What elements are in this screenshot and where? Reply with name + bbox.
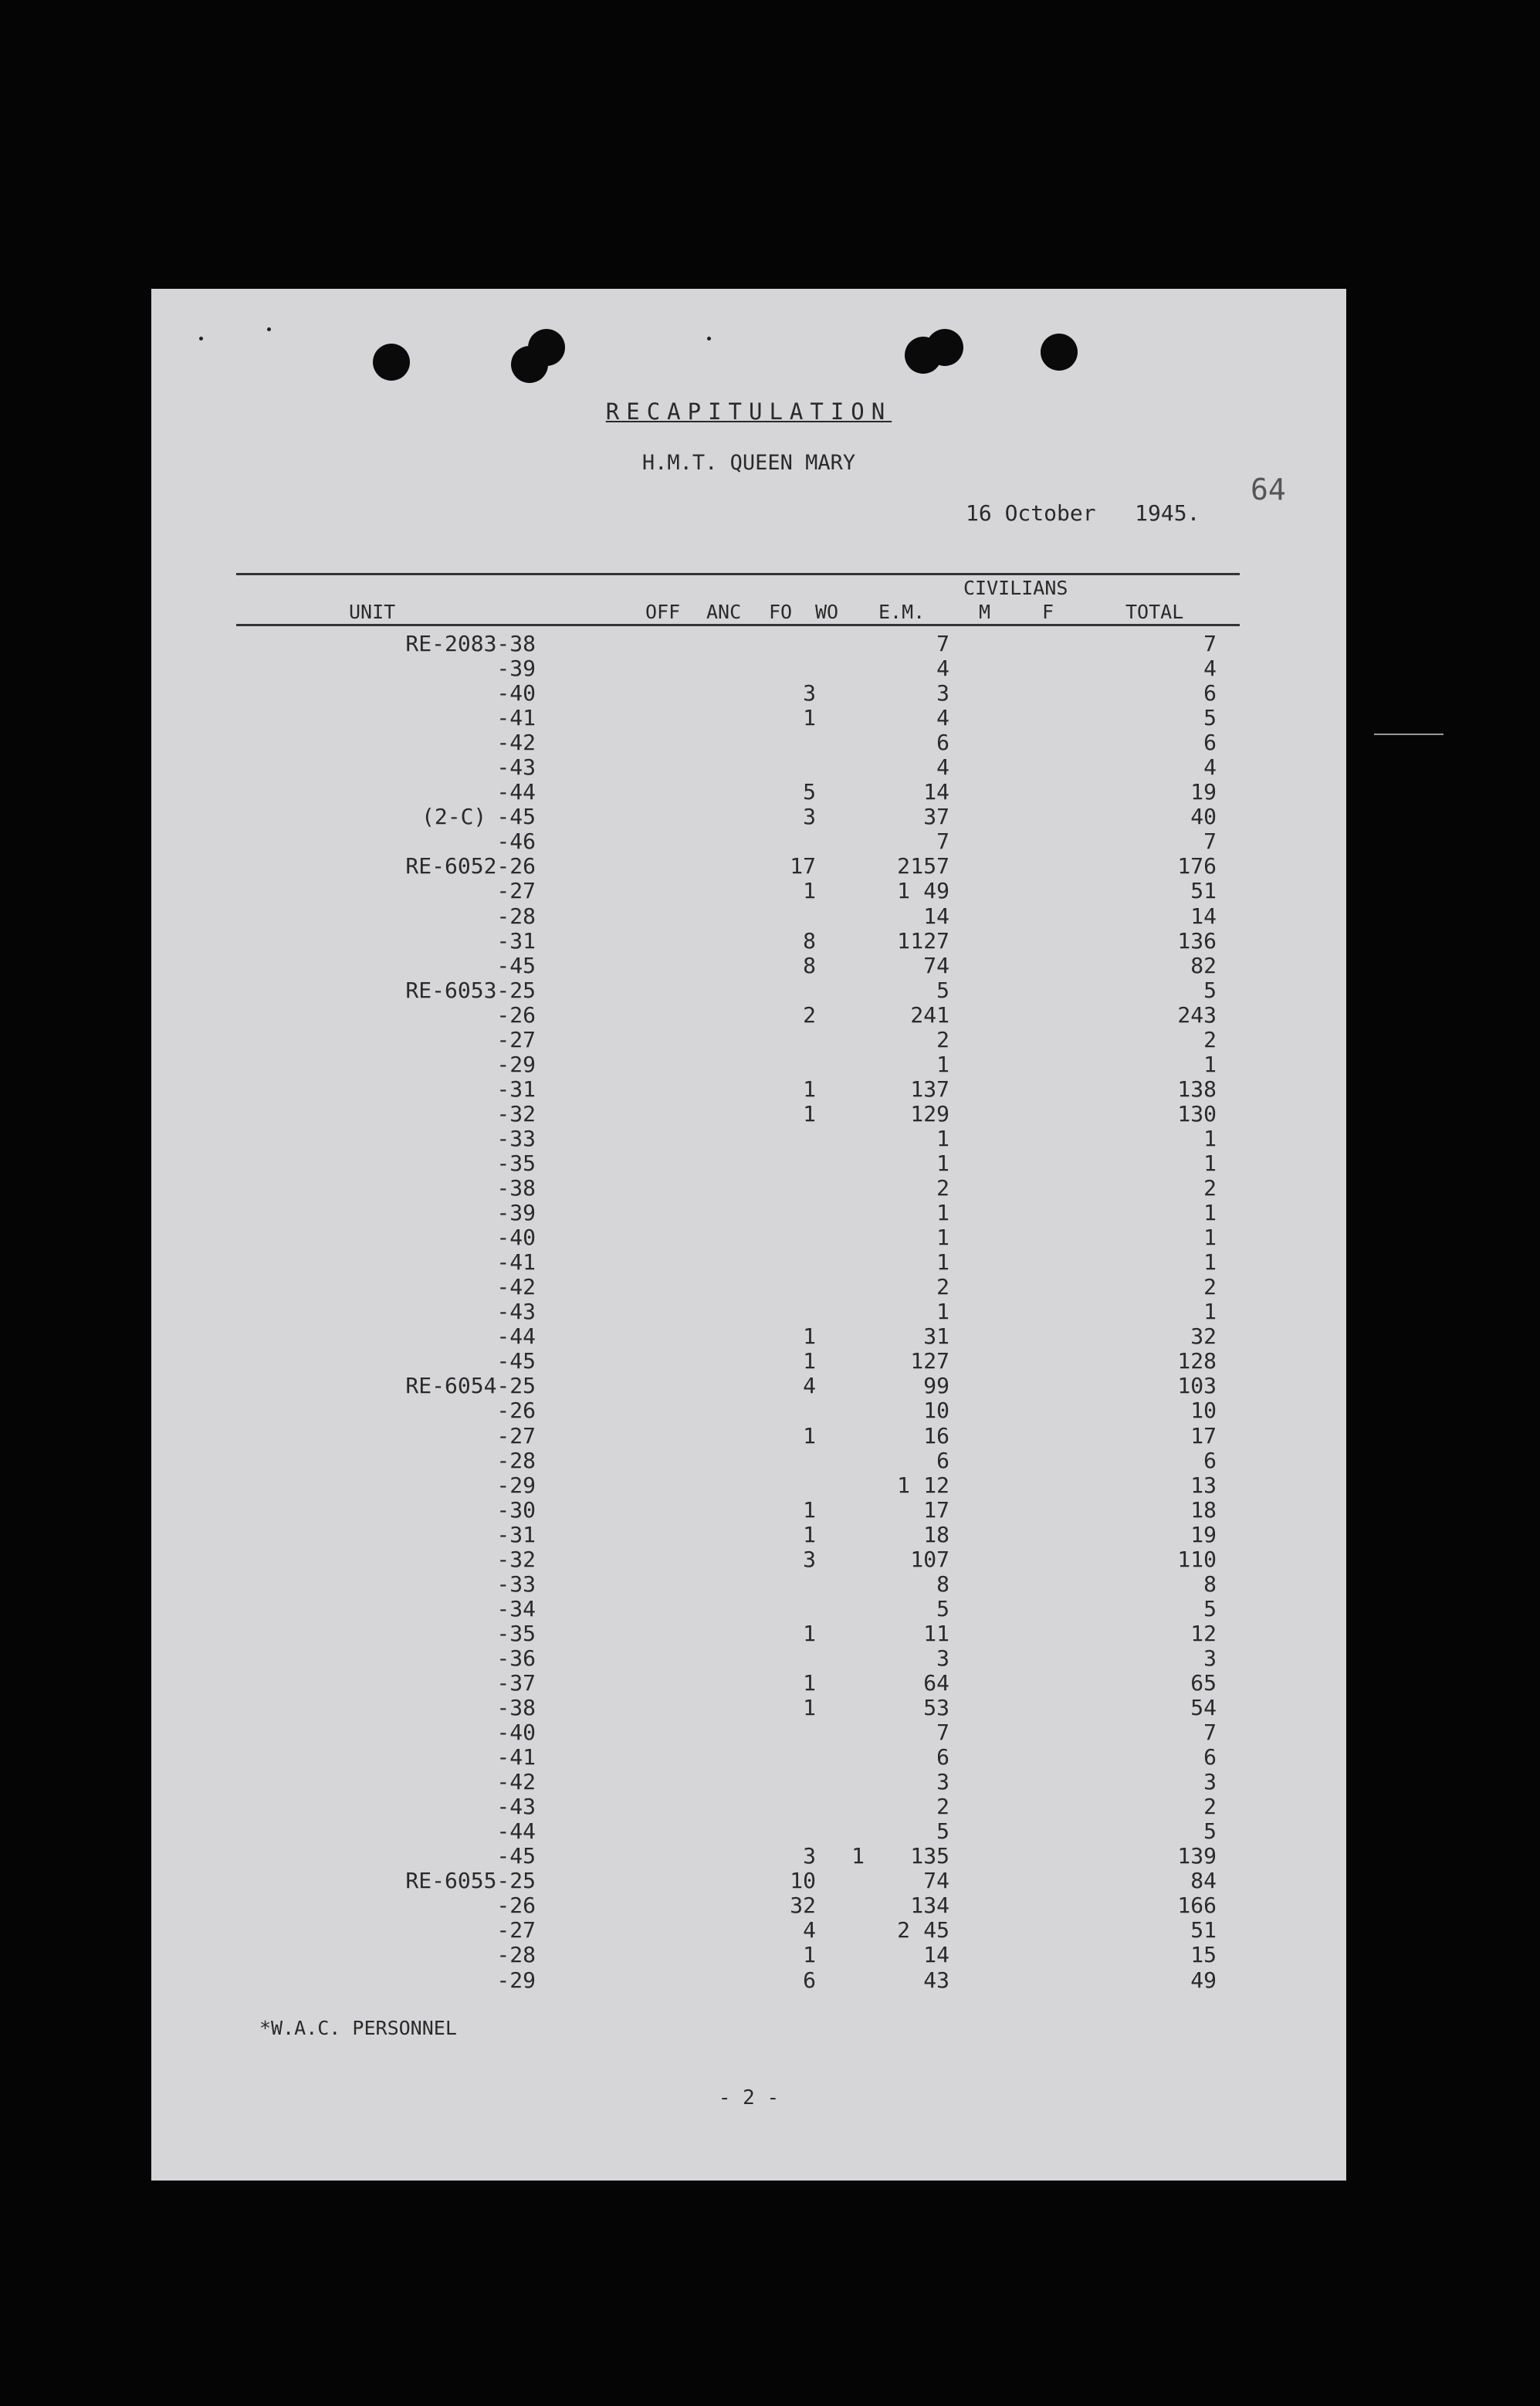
- unit-cell: -26: [496, 1893, 536, 1919]
- wo-cell: 2: [897, 1917, 910, 1943]
- table-row: [151, 1597, 1346, 1622]
- table-row: [151, 978, 1346, 1003]
- table-row: [151, 1547, 1346, 1572]
- em-cell: 6: [936, 730, 949, 756]
- unit-cell: -40: [496, 1720, 536, 1746]
- em-cell: 7: [936, 829, 949, 855]
- table-row: [151, 829, 1346, 854]
- unit-cell: -32: [496, 1100, 536, 1127]
- off-cell: 8: [803, 927, 816, 954]
- unit-cell: -45: [496, 1348, 536, 1374]
- table-row: [151, 755, 1346, 780]
- unit-cell: -26: [496, 1001, 536, 1028]
- margin-mark: [1374, 734, 1444, 735]
- em-cell: 10: [923, 1398, 949, 1424]
- unit-cell: RE-6052-26: [405, 853, 536, 879]
- em-cell: 14: [923, 1942, 949, 1968]
- off-cell: 1: [803, 1620, 816, 1646]
- table-row: [151, 1819, 1346, 1844]
- unit-cell: RE-6053-25: [405, 977, 536, 1003]
- em-cell: 11: [923, 1620, 949, 1646]
- header-em: E.M.: [878, 601, 926, 623]
- em-cell: 2: [936, 1026, 949, 1052]
- off-cell: 3: [803, 1546, 816, 1572]
- em-cell: 1: [936, 1249, 949, 1276]
- header-anc: ANC: [706, 601, 742, 623]
- total-cell: 65: [1190, 1669, 1217, 1696]
- unit-cell: RE-6055-25: [405, 1868, 536, 1894]
- unit-cell: -31: [496, 927, 536, 954]
- unit-cell: -42: [496, 1274, 536, 1300]
- total-cell: 13: [1190, 1472, 1217, 1498]
- table-row: [151, 1250, 1346, 1275]
- footnote: *W.A.C. PERSONNEL: [259, 2017, 457, 2039]
- table-row: [151, 1151, 1346, 1176]
- total-cell: 2: [1203, 1274, 1217, 1300]
- total-cell: 5: [1203, 977, 1217, 1003]
- unit-cell: -38: [496, 1175, 536, 1201]
- table-row: [151, 854, 1346, 879]
- unit-cell: -28: [496, 903, 536, 929]
- document-page: [151, 289, 1346, 2181]
- em-cell: 5: [936, 1818, 949, 1845]
- total-cell: 10: [1190, 1398, 1217, 1424]
- punch-hole: [373, 344, 410, 381]
- off-cell: 5: [803, 779, 816, 805]
- table-row: [151, 954, 1346, 978]
- em-cell: 6: [936, 1447, 949, 1473]
- unit-cell: -27: [496, 1422, 536, 1449]
- total-cell: 5: [1203, 705, 1217, 731]
- unit-cell: -44: [496, 1323, 536, 1350]
- unit-cell: -42: [496, 730, 536, 756]
- total-cell: 2: [1203, 1026, 1217, 1052]
- unit-cell: -39: [496, 1200, 536, 1226]
- total-cell: 14: [1190, 903, 1217, 929]
- unit-cell: -45: [496, 1843, 536, 1869]
- em-cell: 74: [923, 1868, 949, 1894]
- total-cell: 6: [1203, 1447, 1217, 1473]
- total-cell: 243: [1177, 1001, 1217, 1028]
- table-row: [151, 1102, 1346, 1127]
- unit-cell: -41: [496, 1744, 536, 1771]
- em-cell: 99: [923, 1373, 949, 1399]
- em-cell: 74: [923, 952, 949, 978]
- em-cell: 64: [923, 1669, 949, 1696]
- em-cell: 7: [936, 1720, 949, 1746]
- table-row: [151, 1745, 1346, 1770]
- ink-speck: [199, 337, 203, 341]
- table-row: [151, 1349, 1346, 1374]
- table-row: [151, 879, 1346, 903]
- em-cell: 12: [923, 1472, 949, 1498]
- off-cell: 8: [803, 952, 816, 978]
- unit-cell: -34: [496, 1595, 536, 1622]
- unit-cell: -43: [496, 1299, 536, 1325]
- table-row: [151, 1275, 1346, 1300]
- table-row: [151, 1003, 1346, 1028]
- em-cell: 1: [936, 1051, 949, 1077]
- em-cell: 7: [936, 631, 949, 656]
- total-cell: 84: [1190, 1868, 1217, 1894]
- off-cell: 4: [803, 1373, 816, 1399]
- em-cell: 53: [923, 1695, 949, 1721]
- total-cell: 1: [1203, 1200, 1217, 1226]
- em-cell: 43: [923, 1967, 949, 1993]
- table-row: [151, 1869, 1346, 1893]
- table-row: [151, 1473, 1346, 1498]
- table-body: [151, 632, 1346, 1993]
- unit-cell: -27: [496, 1917, 536, 1943]
- total-cell: 1: [1203, 1299, 1217, 1325]
- unit-cell: -29: [496, 1051, 536, 1077]
- em-cell: 137: [910, 1076, 949, 1102]
- em-cell: 14: [923, 903, 949, 929]
- em-cell: 1: [936, 1299, 949, 1325]
- total-cell: 136: [1177, 927, 1217, 954]
- table-top-rule: [236, 573, 1240, 575]
- unit-cell: -27: [496, 878, 536, 904]
- total-cell: 128: [1177, 1348, 1217, 1374]
- table-row: [151, 1398, 1346, 1423]
- total-cell: 2: [1203, 1175, 1217, 1201]
- em-cell: 157: [910, 853, 949, 879]
- off-cell: 6: [803, 1967, 816, 1993]
- total-cell: 6: [1203, 680, 1217, 707]
- unit-cell: -38: [496, 1695, 536, 1721]
- total-cell: 3: [1203, 1645, 1217, 1671]
- header-off: OFF: [645, 601, 681, 623]
- unit-cell: -29: [496, 1967, 536, 1993]
- header-civilians: CIVILIANS: [963, 577, 1068, 599]
- unit-cell: -29: [496, 1472, 536, 1498]
- total-cell: 1: [1203, 1051, 1217, 1077]
- total-cell: 15: [1190, 1942, 1217, 1968]
- ink-speck: [267, 327, 271, 331]
- total-cell: 8: [1203, 1571, 1217, 1597]
- unit-cell: -36: [496, 1645, 536, 1671]
- header-civilians-m: M: [979, 601, 991, 623]
- table-row: [151, 1424, 1346, 1449]
- total-cell: 12: [1190, 1620, 1217, 1646]
- off-cell: 1: [803, 1942, 816, 1968]
- unit-cell: -28: [496, 1447, 536, 1473]
- unit-cell: -35: [496, 1620, 536, 1646]
- em-cell: 3: [936, 1769, 949, 1795]
- em-cell: 17: [923, 1496, 949, 1523]
- table-row: [151, 1943, 1346, 1967]
- unit-cell: -45: [496, 804, 536, 830]
- em-cell: 8: [936, 1571, 949, 1597]
- off-cell: 1: [803, 1669, 816, 1696]
- total-cell: 176: [1177, 853, 1217, 879]
- em-cell: 1: [936, 1200, 949, 1226]
- em-cell: 14: [923, 779, 949, 805]
- off-cell: 17: [790, 853, 816, 879]
- header-unit: UNIT: [349, 601, 396, 623]
- total-cell: 19: [1190, 779, 1217, 805]
- total-cell: 1: [1203, 1150, 1217, 1176]
- table-row: [151, 1794, 1346, 1819]
- table-row: [151, 706, 1346, 730]
- total-cell: 1: [1203, 1249, 1217, 1276]
- em-cell: 4: [936, 754, 949, 781]
- total-cell: 49: [1190, 1967, 1217, 1993]
- em-cell: 49: [923, 878, 949, 904]
- unit-cell: -31: [496, 1521, 536, 1547]
- table-row: [151, 1720, 1346, 1745]
- total-cell: 19: [1190, 1521, 1217, 1547]
- header-fo: FO: [769, 601, 793, 623]
- off-cell: 1: [803, 1521, 816, 1547]
- document-title: RECAPITULATION: [605, 398, 892, 425]
- unit-cell: -30: [496, 1496, 536, 1523]
- table-row: [151, 1374, 1346, 1398]
- total-cell: 3: [1203, 1769, 1217, 1795]
- off-cell: 32: [790, 1893, 816, 1919]
- note-cell: (2-C): [421, 804, 487, 830]
- table-row: [151, 780, 1346, 805]
- fo-cell: 1: [851, 1843, 865, 1869]
- table-header-rule: [236, 624, 1240, 626]
- total-cell: 139: [1177, 1843, 1217, 1869]
- em-cell: 3: [936, 680, 949, 707]
- total-cell: 5: [1203, 1595, 1217, 1622]
- total-cell: 54: [1190, 1695, 1217, 1721]
- em-cell: 2: [936, 1274, 949, 1300]
- table-row: [151, 1324, 1346, 1349]
- em-cell: 127: [910, 927, 949, 954]
- table-row: [151, 656, 1346, 681]
- table-row: [151, 1449, 1346, 1473]
- unit-cell: -44: [496, 1818, 536, 1845]
- em-cell: 4: [936, 656, 949, 682]
- table-row: [151, 1498, 1346, 1523]
- off-cell: 1: [803, 1076, 816, 1102]
- unit-cell: -45: [496, 952, 536, 978]
- header-wo: WO: [815, 601, 839, 623]
- table-row: [151, 1127, 1346, 1151]
- table-row: [151, 1844, 1346, 1869]
- total-cell: 32: [1190, 1323, 1217, 1350]
- em-cell: 31: [923, 1323, 949, 1350]
- ink-speck: [707, 337, 711, 341]
- total-cell: 7: [1203, 631, 1217, 656]
- em-cell: 135: [910, 1843, 949, 1869]
- em-cell: 3: [936, 1645, 949, 1671]
- unit-cell: -33: [496, 1571, 536, 1597]
- em-cell: 1: [936, 1125, 949, 1151]
- em-cell: 45: [923, 1917, 949, 1943]
- table-row: [151, 1671, 1346, 1696]
- unit-cell: -40: [496, 1225, 536, 1251]
- off-cell: 1: [803, 1695, 816, 1721]
- off-cell: 10: [790, 1868, 816, 1894]
- total-cell: 51: [1190, 1917, 1217, 1943]
- table-row: [151, 681, 1346, 706]
- table-row: [151, 1077, 1346, 1102]
- table-row: [151, 929, 1346, 954]
- table-row: [151, 1646, 1346, 1671]
- total-cell: 51: [1190, 878, 1217, 904]
- table-row: [151, 1052, 1346, 1077]
- em-cell: 5: [936, 1595, 949, 1622]
- em-cell: 129: [910, 1100, 949, 1127]
- table-row: [151, 730, 1346, 755]
- punch-hole: [1041, 334, 1078, 371]
- em-cell: 37: [923, 804, 949, 830]
- table-row: [151, 904, 1346, 929]
- table-row: [151, 1572, 1346, 1597]
- total-cell: 6: [1203, 1744, 1217, 1771]
- table-row: [151, 632, 1346, 656]
- off-cell: 1: [803, 1323, 816, 1350]
- em-cell: 2: [936, 1794, 949, 1820]
- table-row: [151, 1523, 1346, 1547]
- total-cell: 40: [1190, 804, 1217, 830]
- unit-cell: -33: [496, 1125, 536, 1151]
- unit-cell: RE-6054-25: [405, 1373, 536, 1399]
- unit-cell: -44: [496, 779, 536, 805]
- wo-cell: 2: [897, 853, 910, 879]
- unit-cell: RE-2083-38: [405, 631, 536, 656]
- total-cell: 4: [1203, 656, 1217, 682]
- total-cell: 130: [1177, 1100, 1217, 1127]
- total-cell: 5: [1203, 1818, 1217, 1845]
- total-cell: 4: [1203, 754, 1217, 781]
- em-cell: 1: [936, 1150, 949, 1176]
- total-cell: 2: [1203, 1794, 1217, 1820]
- off-cell: 3: [803, 804, 816, 830]
- unit-cell: -40: [496, 680, 536, 707]
- em-cell: 127: [910, 1348, 949, 1374]
- wo-cell: 1: [897, 927, 910, 954]
- punch-hole: [528, 329, 565, 366]
- em-cell: 1: [936, 1225, 949, 1251]
- em-cell: 18: [923, 1521, 949, 1547]
- em-cell: 134: [910, 1893, 949, 1919]
- table-row: [151, 1968, 1346, 1993]
- unit-cell: -41: [496, 705, 536, 731]
- wo-cell: 1: [897, 878, 910, 904]
- table-row: [151, 1622, 1346, 1646]
- total-cell: 6: [1203, 730, 1217, 756]
- document-date: 16 October 1945.: [966, 500, 1200, 526]
- em-cell: 5: [936, 977, 949, 1003]
- total-cell: 18: [1190, 1496, 1217, 1523]
- em-cell: 4: [936, 705, 949, 731]
- header-total: TOTAL: [1125, 601, 1184, 623]
- table-row: [151, 1225, 1346, 1250]
- header-civilians-f: F: [1042, 601, 1054, 623]
- off-cell: 1: [803, 1496, 816, 1523]
- total-cell: 7: [1203, 829, 1217, 855]
- table-row: [151, 1918, 1346, 1943]
- em-cell: 2: [936, 1175, 949, 1201]
- table-row: [151, 1770, 1346, 1794]
- table-row: [151, 1201, 1346, 1225]
- off-cell: 1: [803, 705, 816, 731]
- wo-cell: 1: [897, 1472, 910, 1498]
- table-row: [151, 1696, 1346, 1720]
- table-row: [151, 1176, 1346, 1201]
- em-cell: 107: [910, 1546, 949, 1572]
- off-cell: 2: [803, 1001, 816, 1028]
- page-number: - 2 -: [718, 2086, 780, 2109]
- unit-cell: -28: [496, 1942, 536, 1968]
- total-cell: 138: [1177, 1076, 1217, 1102]
- unit-cell: -42: [496, 1769, 536, 1795]
- margin-page-number: 64: [1251, 473, 1286, 507]
- unit-cell: -46: [496, 829, 536, 855]
- unit-cell: -37: [496, 1669, 536, 1696]
- off-cell: 3: [803, 1843, 816, 1869]
- em-cell: 241: [910, 1001, 949, 1028]
- off-cell: 1: [803, 1348, 816, 1374]
- off-cell: 1: [803, 878, 816, 904]
- document-subtitle: H.M.T. QUEEN MARY: [641, 451, 856, 475]
- unit-cell: -41: [496, 1249, 536, 1276]
- total-cell: 103: [1177, 1373, 1217, 1399]
- total-cell: 166: [1177, 1893, 1217, 1919]
- total-cell: 1: [1203, 1225, 1217, 1251]
- unit-cell: -27: [496, 1026, 536, 1052]
- unit-cell: -32: [496, 1546, 536, 1572]
- unit-cell: -35: [496, 1150, 536, 1176]
- unit-cell: -39: [496, 656, 536, 682]
- total-cell: 7: [1203, 1720, 1217, 1746]
- table-row: [151, 1028, 1346, 1052]
- em-cell: 16: [923, 1422, 949, 1449]
- table-row: [151, 1893, 1346, 1918]
- total-cell: 1: [1203, 1125, 1217, 1151]
- unit-cell: -26: [496, 1398, 536, 1424]
- table-row: [151, 805, 1346, 829]
- punch-hole: [926, 329, 963, 366]
- off-cell: 1: [803, 1422, 816, 1449]
- unit-cell: -31: [496, 1076, 536, 1102]
- unit-cell: -43: [496, 754, 536, 781]
- total-cell: 17: [1190, 1422, 1217, 1449]
- off-cell: 1: [803, 1100, 816, 1127]
- off-cell: 3: [803, 680, 816, 707]
- off-cell: 4: [803, 1917, 816, 1943]
- total-cell: 110: [1177, 1546, 1217, 1572]
- unit-cell: -43: [496, 1794, 536, 1820]
- em-cell: 6: [936, 1744, 949, 1771]
- total-cell: 82: [1190, 952, 1217, 978]
- table-row: [151, 1300, 1346, 1324]
